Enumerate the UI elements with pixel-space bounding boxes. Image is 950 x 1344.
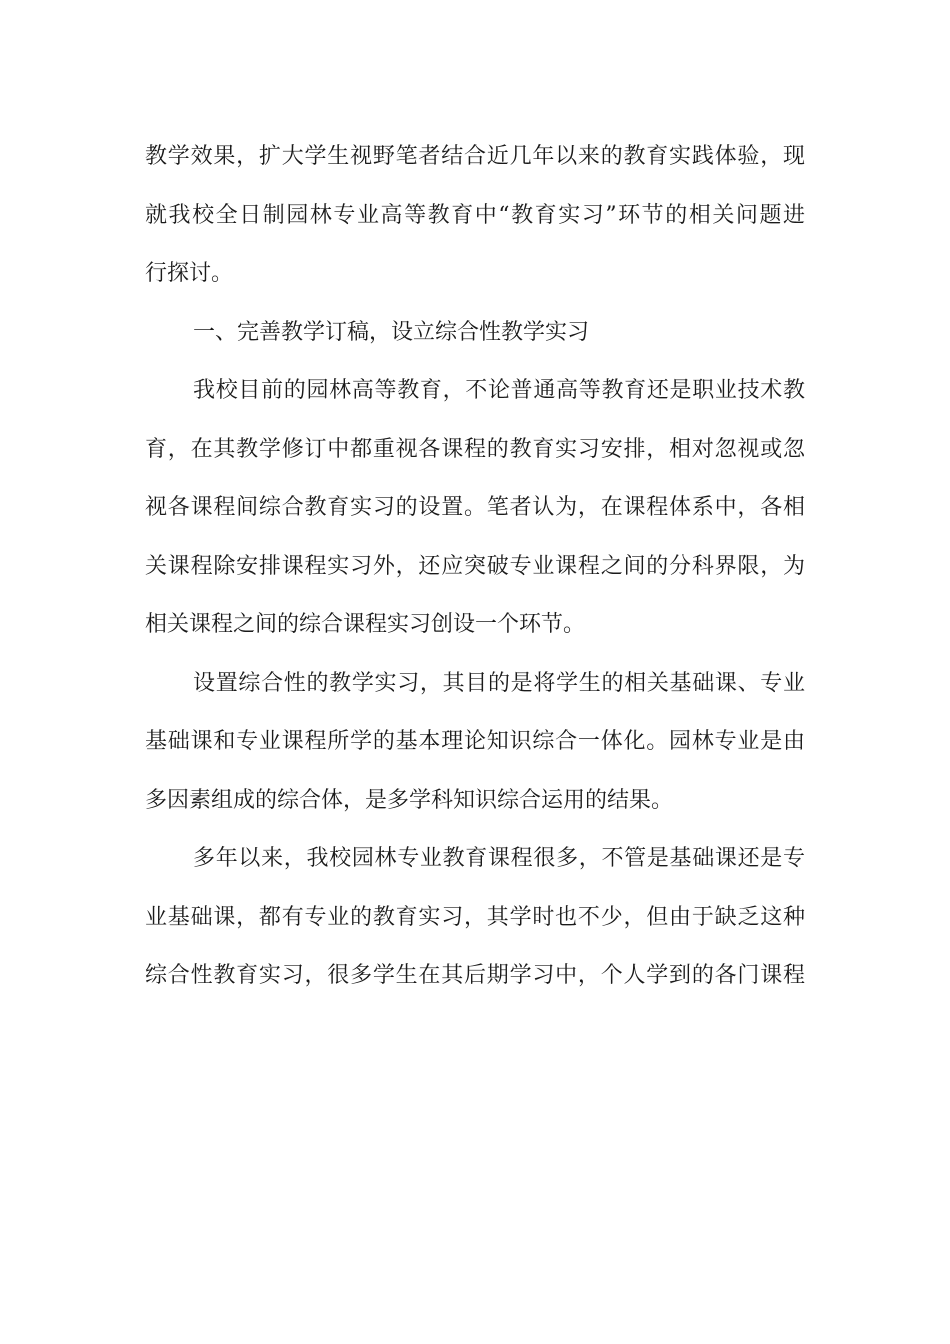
text-line: 多年以来，我校园林专业教育课程很多，不管是基础课还是专: [193, 846, 805, 871]
document-body: [145, 128, 805, 1006]
text-line: 基础课和专业课程所学的基本理论知识综合一体化。园林专业是由: [145, 729, 805, 754]
text-line: 多因素组成的综合体，是多学科知识综合运用的结果。: [145, 787, 674, 813]
text-line: 综合性教育实习，很多学生在其后期学习中，个人学到的各门课程: [145, 963, 805, 988]
text-line: 相关课程之间的综合课程实习创设一个环节。: [145, 612, 586, 637]
text-line: 教学效果，扩大学生视野笔者结合近几年以来的教育实践体验，现: [145, 144, 805, 169]
text-line: 就我校全日制园林专业高等教育中“教育实习”环节的相关问题进: [145, 202, 805, 228]
text-line: 关课程除安排课程实习外，还应突破专业课程之间的分科界限，为: [145, 553, 805, 579]
text-line: 行探讨。: [145, 261, 234, 286]
text-line: 业基础课，都有专业的教育实习，其学时也不少，但由于缺乏这种: [145, 904, 805, 930]
text-line: 设置综合性的教学实习，其目的是将学生的相关基础课、专业: [193, 670, 805, 696]
section-heading: 一、完善教学订稿，设立综合性教学实习: [193, 319, 590, 345]
text-line: 育，在其教学修订中都重视各课程的教育实习安排，相对忽视或忽: [145, 436, 805, 462]
text-line: 我校目前的园林高等教育，不论普通高等教育还是职业技术教: [193, 378, 805, 403]
text-line: 视各课程间综合教育实习的设置。笔者认为，在课程体系中，各相: [145, 495, 805, 520]
